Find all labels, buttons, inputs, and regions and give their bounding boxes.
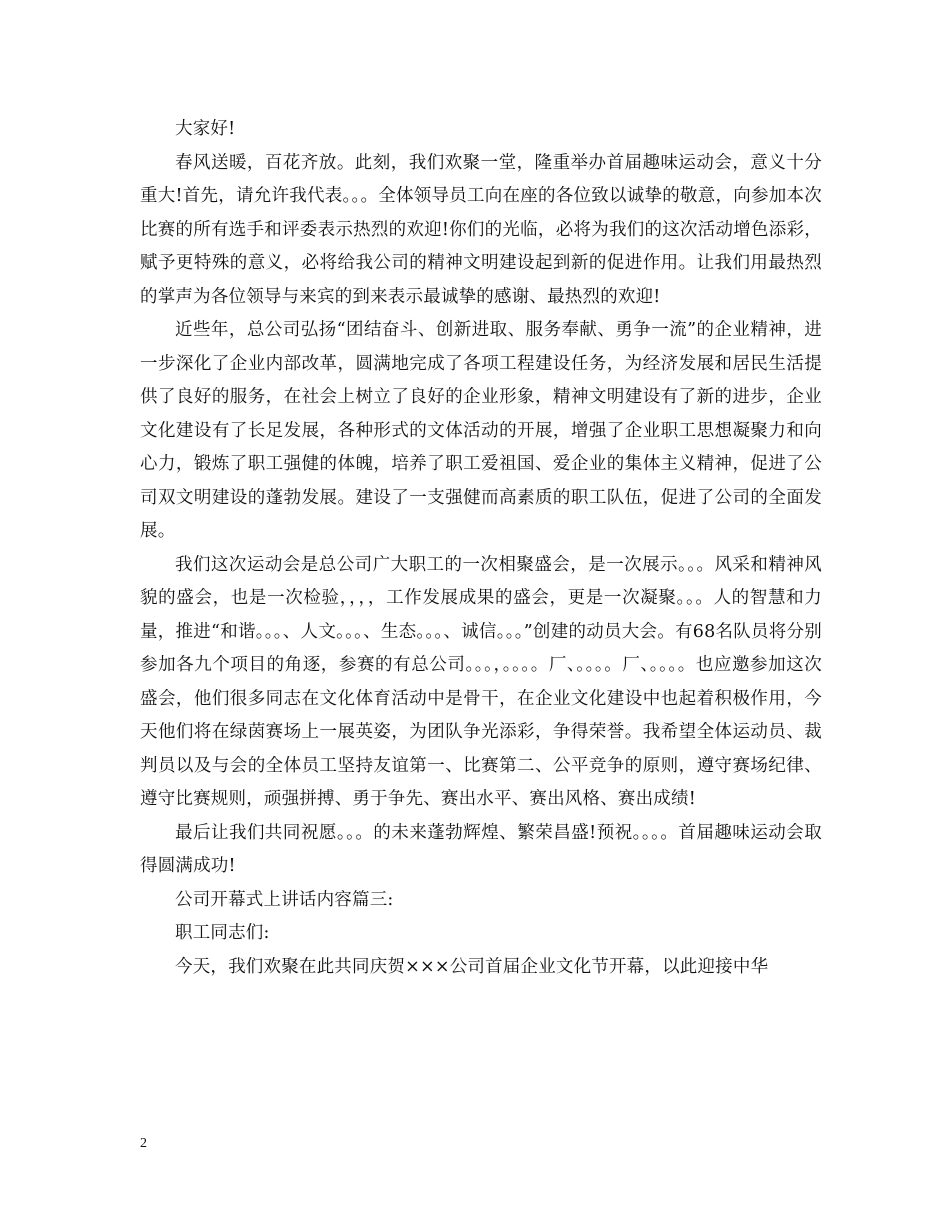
paragraph-greeting: 大家好! [175, 119, 236, 139]
paragraph-company-spirit: 近些年，总公司弘扬“团结奋斗、创新进取、服务奉献、勇争一流”的企业精神，进一步深化了企业内部改革，圆满地完成了各项工程建设任务，为经济发展和居民生活提供了良好的服务，在社会上树立了良好的企业形象，精神文明建设有了新的进步，企业文化建设有了长足发展，各种形式的文体活动的开展，增强了企业职工思想凝聚力和向心力，锻炼了职工强健的体魄，培养了职工爱祖国、爱企业的集体主义精神，促进了公司双文明建设的蓬勃发展。建设了一支强健而高素质的职工队伍，促进了公司的全面发展。 [140, 320, 822, 541]
paragraph-opening: 今天，我们欢聚在此共同庆贺×××公司首届企业文化节开幕，以此迎接中华 [175, 956, 769, 977]
paragraph-sports-meet: 我们这次运动会是总公司广大职工的一次相聚盛会，是一次展示。。。风采和精神风貌的盛会，也是一次检验，，，，工作发展成果的盛会，更是一次凝聚。。。人的智慧和力量，推进“和谐。。。、人文。。。、生态。。。、诚信。。。”创建的动员大会。有68名队员将分别参加各九个项目的角逐，参赛的有总公司。。。，。。。。厂、。。。。厂、。。。。也应邀参加这次盛会，他们很多同志在文化体育活动中是骨干，在企业文化建设中也起着积极作用，今天他们将在绿茵赛场上一展英姿，为团队争光添彩，争得荣誉。我希望全体运动员、裁判员以及与会的全体员工坚持友谊第一、比赛第二、公平竞争的原则，遵守赛场纪律、遵守比赛规则，顽强拼搏、勇于争先、赛出水平、赛出风格、赛出成绩! [140, 554, 822, 809]
paragraph-welcome: 春风送暖，百花齐放。此刻，我们欢聚一堂，隆重举办首届趣味运动会，意义十分重大!首先，请允许我代表。。。全体领导员工向在座的各位致以诚挚的敬意，向参加本次比赛的所有选手和评委表示热烈的欢迎!你们的光临，必将为我们的这次活动增色添彩，赋予更特殊的意义，必将给我公司的精神文明建设起到新的促进作用。让我们用最热烈的掌声为各位领导与来宾的到来表示最诚挚的感谢、最热烈的欢迎! [140, 152, 822, 307]
section-heading: 公司开幕式上讲话内容篇三: [175, 889, 394, 910]
paragraph-closing-wish: 最后让我们共同祝愿。。。的未来蓬勃辉煌、繁荣昌盛!预祝。。。。首届趣味运动会取得圆满成功! [140, 822, 822, 876]
body-text [140, 113, 822, 984]
page-number: 2 [140, 1136, 147, 1151]
paragraph-salutation: 职工同志们: [175, 923, 270, 943]
